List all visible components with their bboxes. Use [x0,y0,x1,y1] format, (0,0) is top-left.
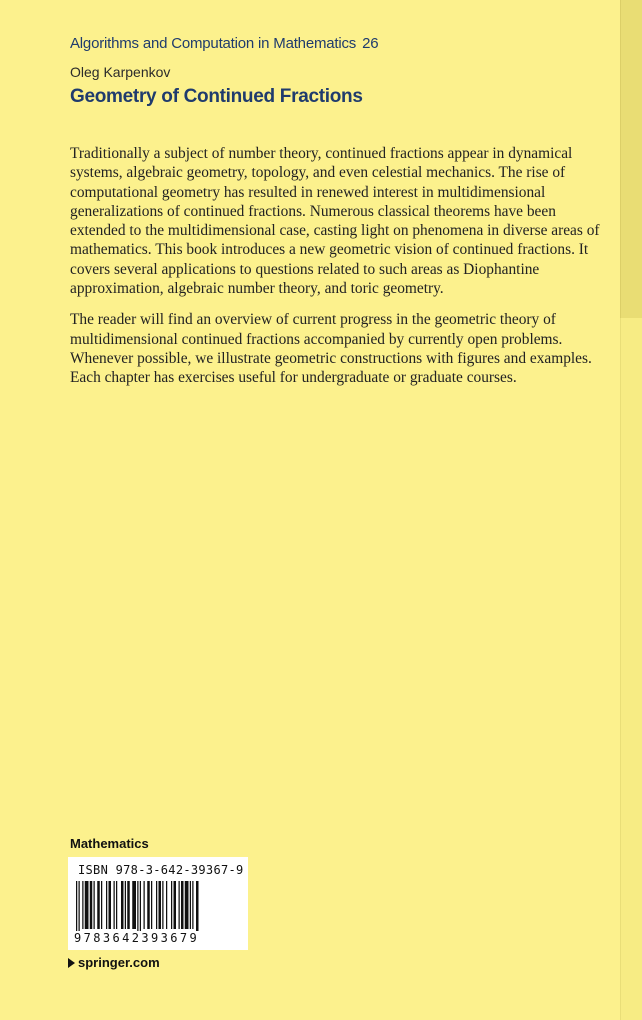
series-name: Algorithms and Computation in Mathematics [70,35,357,52]
barcode-digits: 9783642393679 [74,931,200,945]
arrow-right-icon [68,958,75,968]
book-title: Geometry of Continued Fractions [70,86,363,107]
abstract [70,144,610,400]
isbn-label: ISBN 978-3-642-39367-9 [78,863,244,877]
publisher-url: springer.com [78,955,160,970]
publisher-link[interactable] [68,955,160,970]
barcode [68,857,248,950]
subject-category: Mathematics [70,836,149,851]
barcode-bars [74,881,242,937]
abstract-paragraph: Traditionally a subject of number theory, continued fractions appear in dynamical systems, algebraic geometry, topology, and even celestial mechanics. The rise of computational geometry has resulted in renewed interest in multidimensional generalizations of continued fractions. Numerous classical theorems have been extended to the multidimensional case, casting light on phenomena in diverse areas of mathematics. This book introduces a new geometric vision of continued fractions. It covers several applications to questions related to such areas as Diophantine approximation, algebraic number theory, and toric geometry. [70,145,600,298]
series-volume: 26 [362,35,379,52]
spine-accent [620,0,642,318]
series-line [70,35,378,52]
abstract-paragraph: The reader will find an overview of current progress in the geometric theory of multidimensional continued fractions accompanied by currently open problems. Whenever possible, we illustrate geometric constructions with figures and examples. Each chapter has exercises useful for undergraduate or graduate courses. [70,311,592,387]
author-name: Oleg Karpenkov [70,64,171,80]
